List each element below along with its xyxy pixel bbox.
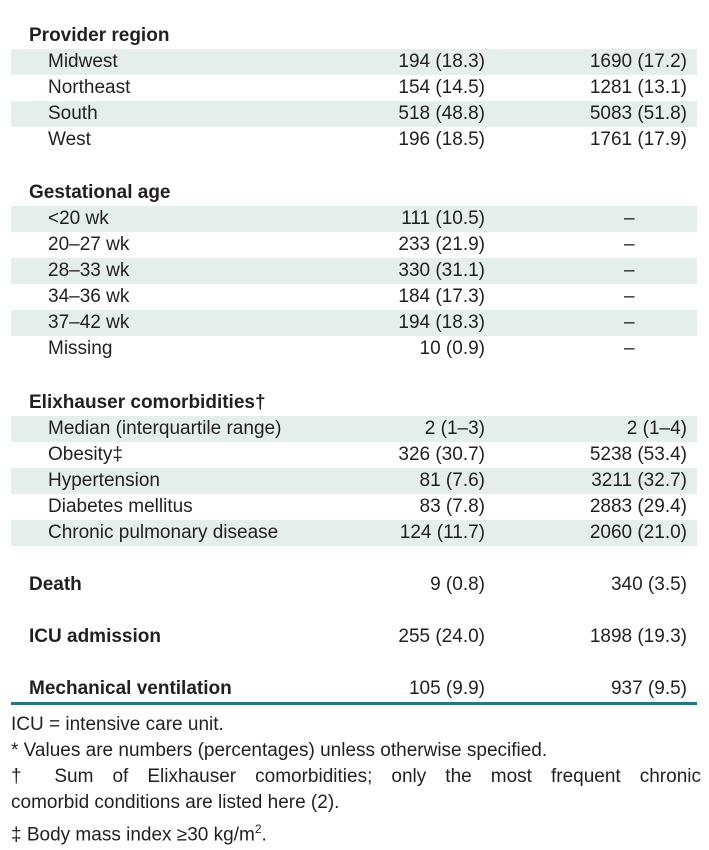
footnote-elixhauser-line1: † Sum of Elixhauser comorbidities; only the most frequent chronic (11, 766, 701, 787)
section-heading-gestational-age (11, 180, 697, 206)
row-value-col1: 330 (31.1) (398, 260, 485, 281)
row-label: Midwest (48, 51, 118, 72)
table-row-mechanical-ventilation (11, 676, 697, 702)
row-value-col2: 1690 (17.2) (589, 51, 687, 72)
row-value-col1: 111 (10.5) (401, 208, 485, 229)
row-value-col1: 518 (48.8) (398, 103, 485, 124)
row-value-col2: – (624, 286, 635, 307)
section-heading-label: Provider region (29, 25, 170, 46)
section-heading-elixhauser (11, 390, 697, 416)
row-value-col2: 340 (3.5) (610, 574, 687, 595)
row-value-col2: – (624, 260, 635, 281)
row-label: Mechanical ventilation (29, 678, 232, 699)
row-value-col1: 184 (17.3) (398, 286, 485, 307)
footnote-bmi-period: . (261, 824, 267, 846)
row-label: West (48, 129, 91, 150)
row-label: Diabetes mellitus (48, 496, 193, 517)
footnote-icu: ICU = intensive care unit. (11, 714, 224, 735)
row-value-col1: 2 (1–3) (424, 418, 485, 439)
table-row (11, 416, 697, 442)
table-bottom-rule (11, 702, 697, 705)
table-row-icu-admission (11, 624, 697, 650)
row-value-col2: 937 (9.5) (610, 678, 687, 699)
section-heading-label: Elixhauser comorbidities† (29, 392, 266, 413)
table-row (11, 468, 697, 494)
footnote-elixhauser-line2: comorbid conditions are listed here (2). (11, 792, 340, 813)
table-row (11, 442, 697, 468)
row-value-col1: 326 (30.7) (398, 444, 485, 465)
footnote-bmi-superscript: 2 (254, 822, 262, 836)
table-row (11, 49, 697, 75)
footnote-values: * Values are numbers (percentages) unless otherwise specified. (11, 740, 548, 761)
row-value-col2: – (624, 338, 635, 359)
row-label: Death (29, 574, 82, 595)
row-label: <20 wk (48, 208, 109, 229)
table-row (11, 127, 697, 153)
table-row (11, 232, 697, 258)
row-label: Obesity‡ (48, 444, 123, 465)
table-row (11, 101, 697, 127)
row-value-col1: 233 (21.9) (398, 234, 485, 255)
table-row (11, 75, 697, 101)
row-value-col1: 10 (0.9) (419, 338, 485, 359)
row-label: Hypertension (48, 470, 160, 491)
row-label: Missing (48, 338, 113, 359)
row-value-col2: 1761 (17.9) (589, 129, 687, 150)
row-value-col1: 154 (14.5) (398, 77, 485, 98)
row-label: Chronic pulmonary disease (48, 522, 279, 543)
row-value-col2: 2883 (29.4) (589, 496, 687, 517)
row-value-col1: 83 (7.8) (419, 496, 485, 517)
row-value-col1: 255 (24.0) (398, 626, 485, 647)
row-value-col1: 194 (18.3) (398, 312, 485, 333)
table-row-death (11, 572, 697, 598)
row-value-col2: – (624, 234, 635, 255)
table-row (11, 284, 697, 310)
row-value-col2: 1281 (13.1) (589, 77, 687, 98)
table-row (11, 336, 697, 362)
row-value-col1: 124 (11.7) (399, 522, 485, 543)
section-heading-provider-region (11, 23, 697, 49)
row-value-col1: 196 (18.5) (398, 129, 485, 150)
footnote-bmi (11, 816, 701, 848)
row-value-col2: 2 (1–4) (626, 418, 687, 439)
row-label: ICU admission (29, 626, 161, 647)
row-value-col2: 2060 (21.0) (589, 522, 687, 543)
row-value-col2: 5083 (51.8) (589, 103, 687, 124)
row-value-col1: 9 (0.8) (430, 574, 485, 595)
row-label: 34–36 wk (48, 286, 130, 307)
table-row (11, 494, 697, 520)
row-value-col2: 3211 (32.7) (591, 470, 687, 491)
row-value-col2: 5238 (53.4) (589, 444, 687, 465)
row-value-col2: 1898 (19.3) (589, 626, 687, 647)
row-label: 28–33 wk (48, 260, 130, 281)
row-label: Northeast (48, 77, 131, 98)
row-label: 20–27 wk (48, 234, 130, 255)
row-value-col1: 194 (18.3) (398, 51, 485, 72)
table-footnotes (11, 712, 701, 848)
row-label: South (48, 103, 98, 124)
row-label: Median (interquartile range) (48, 418, 282, 439)
row-value-col1: 105 (9.9) (408, 678, 485, 699)
table-row (11, 520, 697, 546)
table-row (11, 258, 697, 284)
table-row (11, 310, 697, 336)
row-label: 37–42 wk (48, 312, 130, 333)
row-value-col2: – (624, 208, 635, 229)
row-value-col1: 81 (7.6) (419, 470, 485, 491)
row-value-col2: – (624, 312, 635, 333)
section-heading-label: Gestational age (29, 182, 171, 203)
footnote-bmi-text: ‡ Body mass index ≥30 kg/m (11, 824, 255, 846)
table-row (11, 206, 697, 232)
